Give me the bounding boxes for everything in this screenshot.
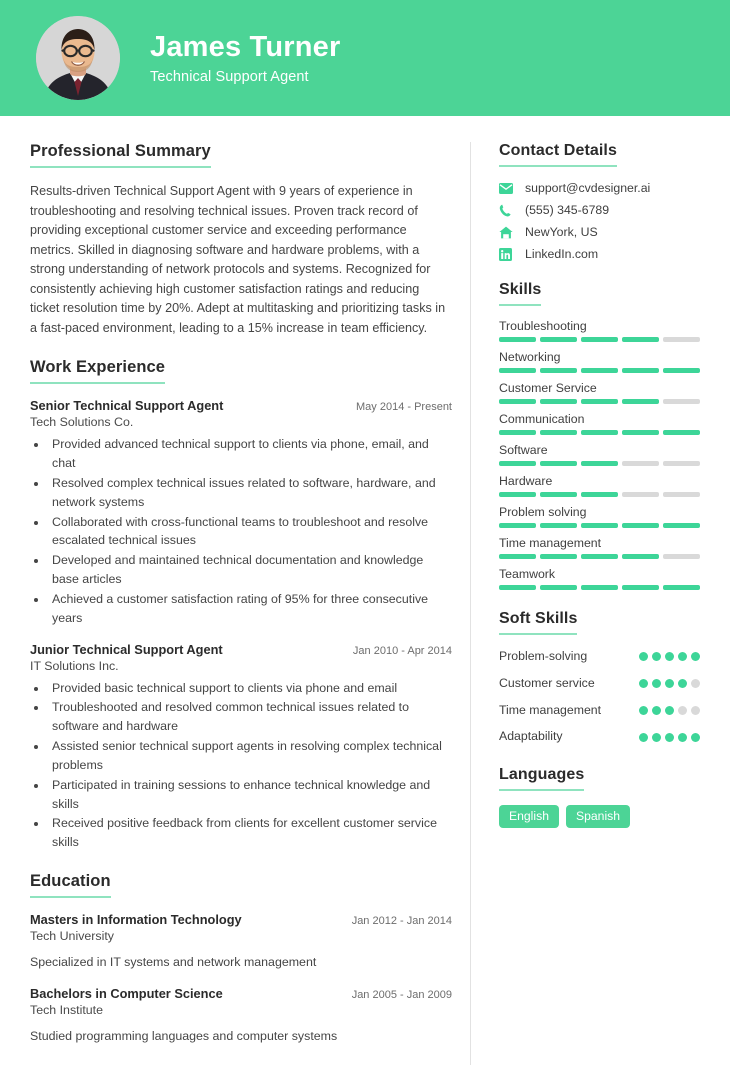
section-heading-experience: Work Experience: [30, 358, 165, 384]
education-school: Tech Institute: [30, 1002, 104, 1017]
skill-segment: [663, 492, 700, 497]
skill-segment: [581, 430, 618, 435]
section-work-experience: [30, 358, 452, 852]
education-date: Jan 2005 - Jan 2009: [351, 988, 452, 1001]
experience-bullet-list: [48, 679, 452, 853]
experience-bullet: • Provided basic technical support to clients via phone and email: [48, 679, 452, 698]
section-heading-languages: Languages: [499, 766, 584, 791]
soft-skill-item: [499, 728, 700, 746]
skill-segment: [622, 430, 659, 435]
section-heading-summary: Professional Summary: [30, 142, 211, 168]
soft-skill-dot: [691, 733, 700, 742]
skill-item: [499, 443, 700, 466]
skill-level-bar: [499, 554, 700, 559]
education-description: Specialized in IT systems and network management: [30, 955, 317, 970]
soft-skill-dot: [678, 733, 687, 742]
skill-name: Software: [499, 443, 548, 457]
soft-skill-rating: [639, 706, 700, 715]
soft-skill-rating: [639, 679, 700, 688]
skill-segment: [622, 461, 659, 466]
header-text-block: [150, 31, 340, 84]
skill-segment: [581, 492, 618, 497]
soft-skill-dot: [691, 706, 700, 715]
experience-bullet: • Participated in training sessions to enhance technical knowledge and skills: [48, 776, 452, 814]
soft-skill-rating: [639, 733, 700, 742]
phone-icon: [499, 204, 516, 217]
skill-segment: [499, 554, 536, 559]
skill-segment: [663, 368, 700, 373]
contact-value: NewYork, US: [525, 225, 598, 239]
experience-organization: Tech Solutions Co.: [30, 415, 134, 430]
skill-segment: [663, 337, 700, 342]
education-entry-list: [30, 912, 452, 1045]
education-entry: [30, 912, 452, 972]
job-title: Technical Support Agent: [150, 68, 309, 85]
avatar: [36, 16, 120, 100]
skill-segment: [622, 399, 659, 404]
skill-name: Networking: [499, 350, 561, 364]
experience-bullet: • Achieved a customer satisfaction rating of 95% for three consecutive years: [48, 590, 452, 628]
skill-segment: [663, 399, 700, 404]
soft-skill-dot: [678, 652, 687, 661]
soft-skill-dot: [652, 733, 661, 742]
experience-organization: IT Solutions Inc.: [30, 658, 119, 673]
education-degree: Masters in Information Technology: [30, 912, 242, 928]
skill-segment: [540, 337, 577, 342]
skill-segment: [499, 337, 536, 342]
soft-skill-dot: [639, 706, 648, 715]
skill-segment: [622, 368, 659, 373]
contact-row[interactable]: [499, 225, 700, 239]
skill-name: Time management: [499, 536, 602, 550]
soft-skill-name: Problem-solving: [499, 649, 588, 663]
soft-skill-name: Adaptability: [499, 729, 563, 744]
skill-level-bar: [499, 430, 700, 435]
skill-name: Customer Service: [499, 381, 597, 395]
soft-skill-dot: [665, 733, 674, 742]
skills-list: [499, 319, 700, 590]
soft-skills-list: [499, 648, 700, 746]
soft-skill-dot: [652, 652, 661, 661]
contact-row[interactable]: [499, 203, 700, 217]
language-badge-list: [499, 805, 700, 828]
skill-segment: [581, 399, 618, 404]
experience-entry-header: [30, 642, 452, 657]
contact-value: LinkedIn.com: [525, 247, 599, 261]
soft-skill-item: [499, 648, 700, 666]
soft-skill-item: [499, 675, 700, 693]
experience-entry: [30, 642, 452, 853]
soft-skill-name: Customer service: [499, 675, 595, 690]
soft-skill-dot: [639, 733, 648, 742]
contact-row[interactable]: [499, 181, 700, 195]
skill-segment: [540, 461, 577, 466]
skill-item: [499, 505, 700, 528]
skill-segment: [499, 430, 536, 435]
section-heading-contact: Contact Details: [499, 142, 617, 167]
skill-segment: [499, 368, 536, 373]
skill-segment: [663, 430, 700, 435]
education-entry: [30, 986, 452, 1046]
experience-bullet: • Troubleshooted and resolved common technical issues related to software and hardware: [48, 698, 452, 736]
contact-list: [499, 181, 700, 261]
skill-segment: [499, 523, 536, 528]
section-heading-skills: Skills: [499, 281, 541, 306]
skill-item: [499, 350, 700, 373]
home-icon: [499, 226, 516, 239]
skill-item: [499, 536, 700, 559]
section-languages: [499, 766, 700, 828]
full-name: James Turner: [150, 31, 341, 64]
experience-bullet: • Provided advanced technical support to clients via phone, email, and chat: [48, 435, 452, 473]
soft-skill-dot: [639, 679, 648, 688]
skill-segment: [499, 585, 536, 590]
skill-name: Hardware: [499, 474, 553, 488]
skill-name: Teamwork: [499, 567, 556, 581]
education-description: Studied programming languages and computer systems: [30, 1028, 338, 1043]
experience-entry-header: [30, 398, 452, 413]
skill-segment: [540, 492, 577, 497]
skill-level-bar: [499, 585, 700, 590]
skill-segment: [540, 554, 577, 559]
skill-name: Communication: [499, 412, 585, 426]
summary-text: Results-driven Technical Support Agent with 9 years of experience in troubleshooting and resolving technical issues. Proven track record of providing exceptional customer service and exceeding performance metrics. Skilled in diagnosing software and hardware problems, with a strong understanding of network protocols and systems. Recognized for consistently achieving high customer satisfaction ratings and reducing ticket resolution time by 20%. Adept at multitasking and prioritizing tasks in a fast-paced environment, leading to a 15% increase in team efficiency.: [30, 184, 446, 335]
skill-level-bar: [499, 399, 700, 404]
skill-segment: [499, 492, 536, 497]
soft-skill-dot: [652, 706, 661, 715]
soft-skill-dot: [691, 679, 700, 688]
experience-bullet: • Received positive feedback from clients for excellent customer service skills: [48, 814, 452, 852]
skill-segment: [581, 337, 618, 342]
experience-entry-list: [30, 398, 452, 852]
sidebar-column: [470, 142, 730, 1065]
soft-skill-dot: [678, 706, 687, 715]
skill-item: [499, 319, 700, 342]
skill-item: [499, 567, 700, 590]
person-photo-avatar-icon: [36, 16, 120, 100]
section-professional-summary: [30, 142, 452, 338]
education-entry-header: [30, 986, 452, 1001]
envelope-icon: [499, 183, 516, 194]
section-soft-skills: [499, 610, 700, 746]
skill-segment: [540, 368, 577, 373]
skill-item: [499, 412, 700, 435]
education-degree: Bachelors in Computer Science: [30, 985, 223, 1001]
resume-body: [0, 116, 730, 1065]
skill-segment: [581, 523, 618, 528]
experience-bullet: • Resolved complex technical issues related to software, hardware, and network systems: [48, 474, 452, 512]
contact-value: support@cvdesigner.ai: [525, 181, 651, 195]
skill-segment: [622, 585, 659, 590]
linkedin-icon: [499, 248, 516, 261]
experience-role: Junior Technical Support Agent: [30, 641, 223, 657]
skill-name: Troubleshooting: [499, 319, 587, 333]
soft-skill-name: Time management: [499, 702, 602, 717]
experience-bullet: • Collaborated with cross-functional teams to troubleshoot and resolve escalated technical issues: [48, 513, 452, 551]
experience-bullet: • Assisted senior technical support agents in resolving complex technical problems: [48, 737, 452, 775]
soft-skill-dot: [639, 652, 648, 661]
skill-level-bar: [499, 523, 700, 528]
soft-skill-item: [499, 702, 700, 720]
skill-segment: [622, 554, 659, 559]
skill-segment: [622, 337, 659, 342]
skill-item: [499, 381, 700, 404]
education-school: Tech University: [30, 929, 115, 944]
section-contact-details: [499, 142, 700, 261]
skill-segment: [581, 461, 618, 466]
contact-value: (555) 345-6789: [525, 203, 610, 217]
section-heading-soft-skills: Soft Skills: [499, 610, 577, 635]
experience-date: Jan 2010 - Apr 2014: [352, 644, 452, 657]
soft-skill-rating: [639, 652, 700, 661]
education-entry-header: [30, 912, 452, 927]
skill-segment: [581, 585, 618, 590]
language-badge: English: [499, 805, 559, 828]
skill-level-bar: [499, 337, 700, 342]
skill-segment: [540, 430, 577, 435]
experience-date: May 2014 - Present: [356, 401, 452, 414]
contact-row[interactable]: [499, 247, 700, 261]
skill-segment: [663, 461, 700, 466]
skill-segment: [663, 554, 700, 559]
resume-header: [0, 0, 730, 116]
soft-skill-dot: [691, 652, 700, 661]
section-heading-education: Education: [30, 872, 111, 898]
soft-skill-dot: [652, 679, 661, 688]
soft-skill-dot: [665, 652, 674, 661]
skill-segment: [581, 554, 618, 559]
skill-segment: [663, 523, 700, 528]
experience-role: Senior Technical Support Agent: [30, 398, 224, 414]
section-skills: [499, 281, 700, 590]
skill-segment: [622, 492, 659, 497]
experience-entry: [30, 398, 452, 627]
skill-segment: [540, 585, 577, 590]
skill-name: Problem solving: [499, 505, 587, 519]
skill-item: [499, 474, 700, 497]
skill-segment: [540, 523, 577, 528]
experience-bullet: • Developed and maintained technical documentation and knowledge base articles: [48, 551, 452, 589]
skill-segment: [663, 585, 700, 590]
skill-level-bar: [499, 492, 700, 497]
soft-skill-dot: [665, 706, 674, 715]
education-date: Jan 2012 - Jan 2014: [351, 915, 452, 928]
skill-level-bar: [499, 461, 700, 466]
skill-segment: [622, 523, 659, 528]
skill-segment: [540, 399, 577, 404]
experience-bullet-list: [48, 435, 452, 627]
skill-segment: [499, 461, 536, 466]
skill-segment: [581, 368, 618, 373]
section-education: [30, 872, 452, 1045]
skill-level-bar: [499, 368, 700, 373]
skill-segment: [499, 399, 536, 404]
main-column: [0, 142, 470, 1065]
soft-skill-dot: [678, 679, 687, 688]
soft-skill-dot: [665, 679, 674, 688]
language-badge: Spanish: [566, 805, 630, 828]
